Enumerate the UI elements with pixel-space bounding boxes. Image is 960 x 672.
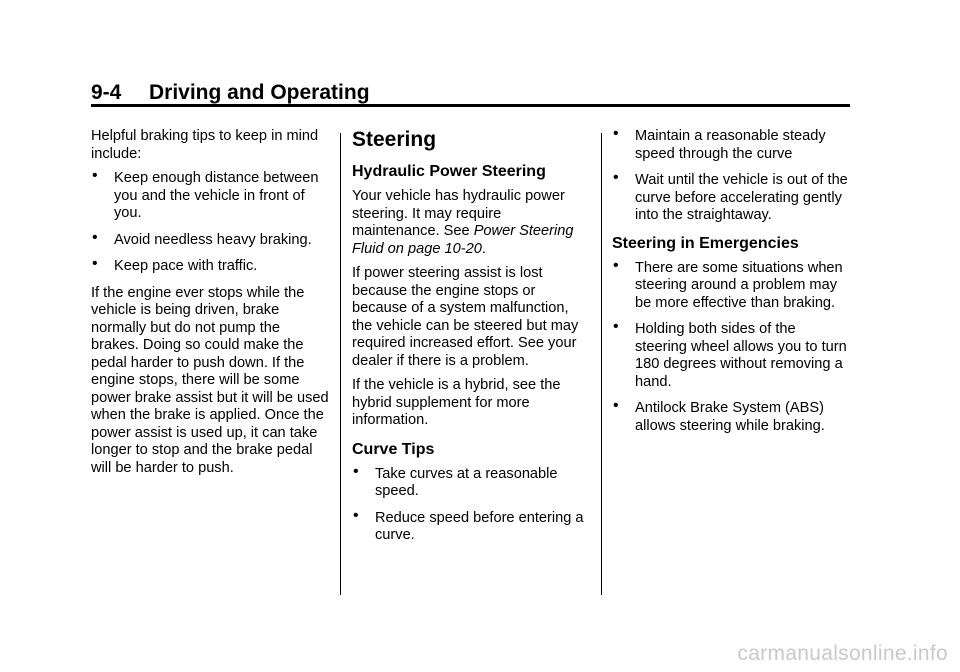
list-item: • There are some situations when steering around a problem may be more effective than braking. — [612, 260, 850, 313]
curve-tips-heading: Curve Tips — [352, 440, 435, 458]
list-item: • Antilock Brake System (ABS) allows steering while braking. — [612, 400, 850, 435]
curve-tips-continued-list — [612, 128, 850, 225]
list-item: • Keep enough distance between you and the vehicle in front of you. — [91, 170, 329, 223]
list-item: • Reduce speed before entering a curve. — [352, 510, 590, 545]
list-item: • Holding both sides of the steering wheel allows you to turn 180 degrees without removing a hand. — [612, 321, 850, 391]
column-divider-2 — [601, 133, 602, 595]
hybrid-paragraph: If the vehicle is a hybrid, see the hybrid supplement for more information. — [352, 377, 561, 428]
engine-stop-paragraph: If the engine ever stops while the vehicle is being driven, brake normally but do not pump the brakes. Doing so could make the pedal harder to push down. If the engine stops, there will be some power brake assist but it will be used when the brake is applied. Once the power assist is used up, it can take longer to stop and the brake pedal will be harder to push. — [91, 284, 329, 476]
list-item: • Avoid needless heavy braking. — [91, 232, 329, 250]
braking-tips-list — [91, 170, 329, 276]
steering-emergencies-heading: Steering in Emergencies — [612, 234, 799, 252]
header-rule — [91, 104, 850, 107]
list-item: • Maintain a reasonable steady speed through the curve — [612, 128, 850, 163]
column-1 — [91, 128, 329, 484]
emergency-steering-list — [612, 260, 850, 436]
hydraulic-power-steering-heading: Hydraulic Power Steering — [352, 163, 546, 180]
curve-tips-list — [352, 466, 590, 545]
list-item: • Keep pace with traffic. — [91, 258, 329, 276]
power-steering-fluid-link[interactable]: Power Steering Fluid on page 10-20 — [352, 223, 574, 257]
list-item: • Take curves at a reasonable speed. — [352, 466, 590, 501]
braking-intro: Helpful braking tips to keep in mind include: — [91, 128, 319, 162]
steering-heading: Steering — [352, 128, 437, 151]
hydraulic-paragraph-2: If power steering assist is lost because the engine stops or because of a system malfunction, the vehicle can be steered but may required increased effort. See your dealer if there is a problem. — [352, 265, 579, 369]
section-title: Driving and Operating — [149, 81, 370, 104]
page-number: 9-4 — [91, 81, 122, 104]
page-header — [91, 80, 850, 106]
column-3 — [612, 128, 850, 444]
column-2 — [352, 128, 590, 554]
column-divider-1 — [340, 133, 341, 595]
watermark: carmanualsonline.info — [737, 642, 948, 665]
list-item: • Wait until the vehicle is out of the curve before accelerating gently into the straightaway. — [612, 172, 850, 225]
hydraulic-paragraph-1: Your vehicle has hydraulic power steering. It may require maintenance. See Power Steering Fluid on page 10-20. — [352, 188, 574, 257]
